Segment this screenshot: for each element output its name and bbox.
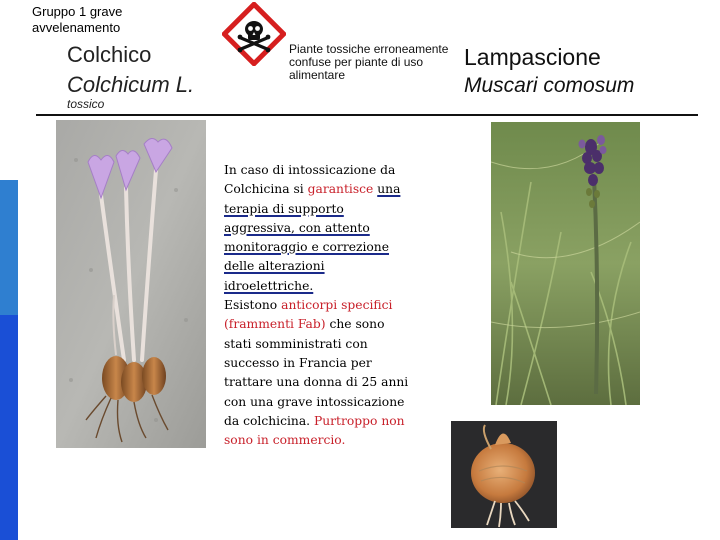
left-plant-latin-name: Colchicum L. (67, 72, 195, 97)
body-text-p1-intro: In caso di intossicazione da Colchicina si (224, 163, 396, 197)
body-text (224, 161, 414, 450)
body-text-unavailable: Purtroppo non sono in commercio. (224, 413, 405, 448)
muscari-bulb-photo (451, 421, 557, 528)
body-text-supportive-therapy: una terapia di supporto aggressiva, con attento monitoraggio e correzione delle alterazioni idroelettriche. (224, 182, 401, 293)
side-accent-bar (0, 0, 18, 540)
body-text-antibodies: anticorpi specifici (frammenti Fab) (224, 298, 393, 332)
group-label: Gruppo 1 grave avvelenamento (32, 4, 123, 35)
body-text-p2-middle: che sono stati somministrati con successo in Francia per trattare una donna di 25 anni con una grave intossicazione da colchicina. (224, 317, 409, 428)
toxicity-label: tossico (67, 97, 105, 111)
skull-crossbones-hazard-icon (222, 2, 286, 66)
right-plant-common-name: Lampascione (464, 44, 601, 70)
muscari-plant-photo (491, 122, 640, 405)
left-plant-common-name: Colchico (67, 42, 152, 67)
colchicum-plant-photo (56, 120, 206, 448)
side-bar-top (0, 0, 18, 180)
warning-text: Piante tossiche erroneamente confuse per piante di uso alimentare (289, 42, 449, 82)
side-bar-bottom (0, 315, 18, 540)
right-plant-latin-name: Muscari comosum (464, 74, 635, 97)
header-divider (36, 114, 698, 116)
body-text-highlight-garantisce: garantisce (307, 182, 374, 197)
side-bar-middle (0, 180, 18, 315)
body-text-p2-intro: Esistono (224, 298, 282, 313)
